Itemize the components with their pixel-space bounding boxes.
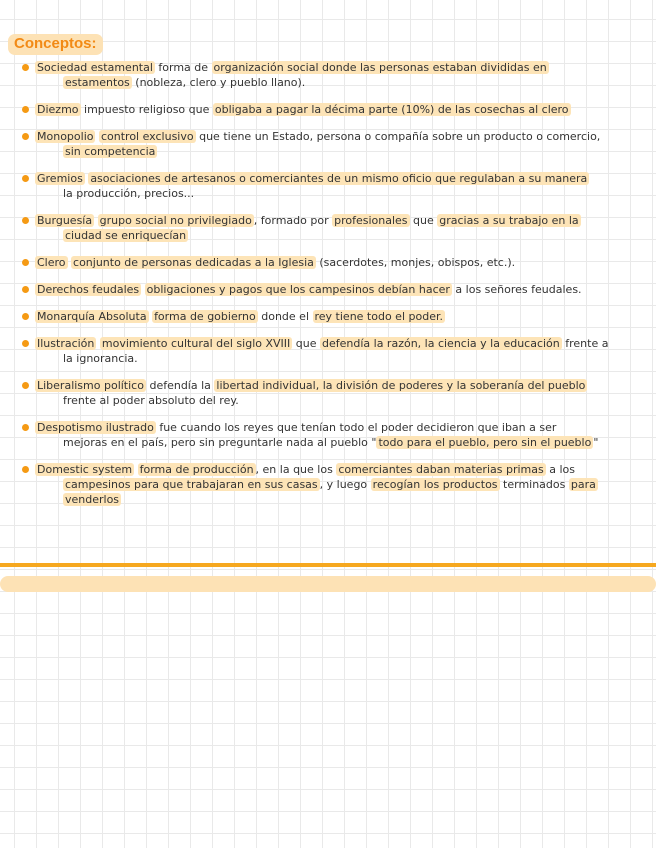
concept-line1 xyxy=(35,60,620,75)
separator-line xyxy=(0,563,656,567)
highlighted-text: todo para el pueblo, pero sin el pueblo xyxy=(378,436,592,449)
page-title: Conceptos: xyxy=(8,34,103,55)
concept-line1 xyxy=(35,462,620,477)
highlighted-text: venderlos xyxy=(65,493,120,506)
highlighted-text: movimiento cultural del siglo XVIII xyxy=(101,337,291,350)
text-span: " xyxy=(593,436,599,449)
concept-item xyxy=(20,462,620,507)
highlighted-text: Despotismo ilustrado xyxy=(37,421,154,434)
concept-item xyxy=(20,420,620,450)
text-span: , en la que los xyxy=(255,463,337,476)
concept-line2 xyxy=(35,75,620,90)
highlighted-text: organización social donde las personas estaban divididas en xyxy=(213,61,547,74)
concept-item xyxy=(20,102,620,117)
concept-line2 xyxy=(35,393,620,408)
text-span: frente al poder absoluto del rey. xyxy=(63,394,239,407)
highlighted-text: defendía la razón, la ciencia y la educación xyxy=(322,337,560,350)
text-span: que xyxy=(292,337,320,350)
highlighted-text: sin competencia xyxy=(65,145,156,158)
highlighted-text: asociaciones de artesanos o comerciantes de un mismo oficio que regulaban a su manera xyxy=(90,172,588,185)
highlighted-text: conjunto de personas dedicadas a la Iglesia xyxy=(73,256,314,269)
text-span: , y luego xyxy=(319,478,371,491)
concept-line2 xyxy=(35,144,620,159)
bullet-dot-icon xyxy=(22,64,29,71)
highlighted-text: Derechos feudales xyxy=(37,283,140,296)
highlighted-text: rey tiene todo el poder. xyxy=(314,310,443,323)
highlighted-text: libertad individual, la división de poderes y la soberanía del pueblo xyxy=(216,379,586,392)
highlighted-text: Liberalismo político xyxy=(37,379,144,392)
concept-item xyxy=(20,171,620,201)
bullet-dot-icon xyxy=(22,286,29,293)
concept-line2 xyxy=(35,228,620,243)
highlighted-text: recogían los productos xyxy=(372,478,498,491)
concept-line2 xyxy=(35,435,620,450)
highlighted-text: comerciantes daban materias primas xyxy=(338,463,544,476)
text-span: mejoras en el país, pero sin preguntarle nada al pueblo " xyxy=(63,436,377,449)
highlighted-text: Ilustración xyxy=(37,337,95,350)
bullet-dot-icon xyxy=(22,106,29,113)
highlighted-text: ciudad se enriquecían xyxy=(65,229,187,242)
text-span: (nobleza, clero y pueblo llano). xyxy=(131,76,306,89)
concept-line1 xyxy=(35,282,620,297)
separator-highlight-bar xyxy=(0,576,656,592)
highlighted-text: obligaba a pagar la décima parte (10%) de las cosechas al clero xyxy=(214,103,569,116)
concept-line1 xyxy=(35,309,620,324)
concept-line2 xyxy=(35,186,620,201)
concept-line1 xyxy=(35,378,620,393)
text-span: a los xyxy=(545,463,575,476)
text-span: la ignorancia. xyxy=(63,352,138,365)
bullet-dot-icon xyxy=(22,313,29,320)
concept-item xyxy=(20,309,620,324)
highlighted-text: estamentos xyxy=(65,76,130,89)
highlighted-text: Monopolio xyxy=(37,130,94,143)
text-span: (sacerdotes, monjes, obispos, etc.). xyxy=(315,256,516,269)
concept-line1 xyxy=(35,420,620,435)
highlighted-text: para xyxy=(570,478,596,491)
concept-list xyxy=(20,60,620,519)
highlighted-text: Monarquía Absoluta xyxy=(37,310,147,323)
highlighted-text: forma de gobierno xyxy=(154,310,256,323)
bullet-dot-icon xyxy=(22,382,29,389)
highlighted-text: Clero xyxy=(37,256,66,269)
text-span: donde el xyxy=(257,310,313,323)
bullet-dot-icon xyxy=(22,133,29,140)
text-span: frente a xyxy=(561,337,609,350)
highlighted-text: Burguesía xyxy=(37,214,93,227)
concept-item xyxy=(20,255,620,270)
concept-line1 xyxy=(35,213,620,228)
text-span: a los señores feudales. xyxy=(451,283,582,296)
concept-line1 xyxy=(35,102,620,117)
text-span: fue cuando los reyes que tenían todo el poder decidieron que iban a ser xyxy=(155,421,557,434)
text-span: que tiene un Estado, persona o compañía sobre un producto o comercio, xyxy=(195,130,601,143)
text-span: forma de xyxy=(154,61,212,74)
concept-line3 xyxy=(35,492,620,507)
concept-line1 xyxy=(35,171,620,186)
concept-line2 xyxy=(35,477,620,492)
text-span: que xyxy=(409,214,438,227)
bullet-dot-icon xyxy=(22,175,29,182)
bullet-dot-icon xyxy=(22,259,29,266)
highlighted-text: forma de producción xyxy=(139,463,254,476)
concept-item xyxy=(20,213,620,243)
highlighted-text: Gremios xyxy=(37,172,83,185)
bullet-dot-icon xyxy=(22,217,29,224)
highlighted-text: obligaciones y pagos que los campesinos debían hacer xyxy=(146,283,450,296)
bullet-dot-icon xyxy=(22,424,29,431)
highlighted-text: Domestic system xyxy=(37,463,133,476)
concept-item xyxy=(20,336,620,366)
text-span: , formado por xyxy=(253,214,333,227)
concept-line1 xyxy=(35,255,620,270)
highlighted-text: profesionales xyxy=(334,214,408,227)
bullet-dot-icon xyxy=(22,466,29,473)
text-span: impuesto religioso que xyxy=(80,103,213,116)
highlighted-text: campesinos para que trabajaran en sus casas xyxy=(65,478,318,491)
concept-item xyxy=(20,60,620,90)
highlighted-text: gracias a su trabajo en la xyxy=(439,214,579,227)
concept-item xyxy=(20,378,620,408)
concept-item xyxy=(20,129,620,159)
highlighted-text: grupo social no privilegiado xyxy=(99,214,252,227)
concept-line1 xyxy=(35,336,620,351)
highlighted-text: control exclusivo xyxy=(100,130,194,143)
bullet-dot-icon xyxy=(22,340,29,347)
highlighted-text: Diezmo xyxy=(37,103,79,116)
concept-item xyxy=(20,282,620,297)
text-span: defendía la xyxy=(145,379,215,392)
text-span: la producción, precios... xyxy=(63,187,195,200)
highlighted-text: Sociedad estamental xyxy=(37,61,153,74)
text-span: terminados xyxy=(499,478,569,491)
concept-line1 xyxy=(35,129,620,144)
concept-line2 xyxy=(35,351,620,366)
